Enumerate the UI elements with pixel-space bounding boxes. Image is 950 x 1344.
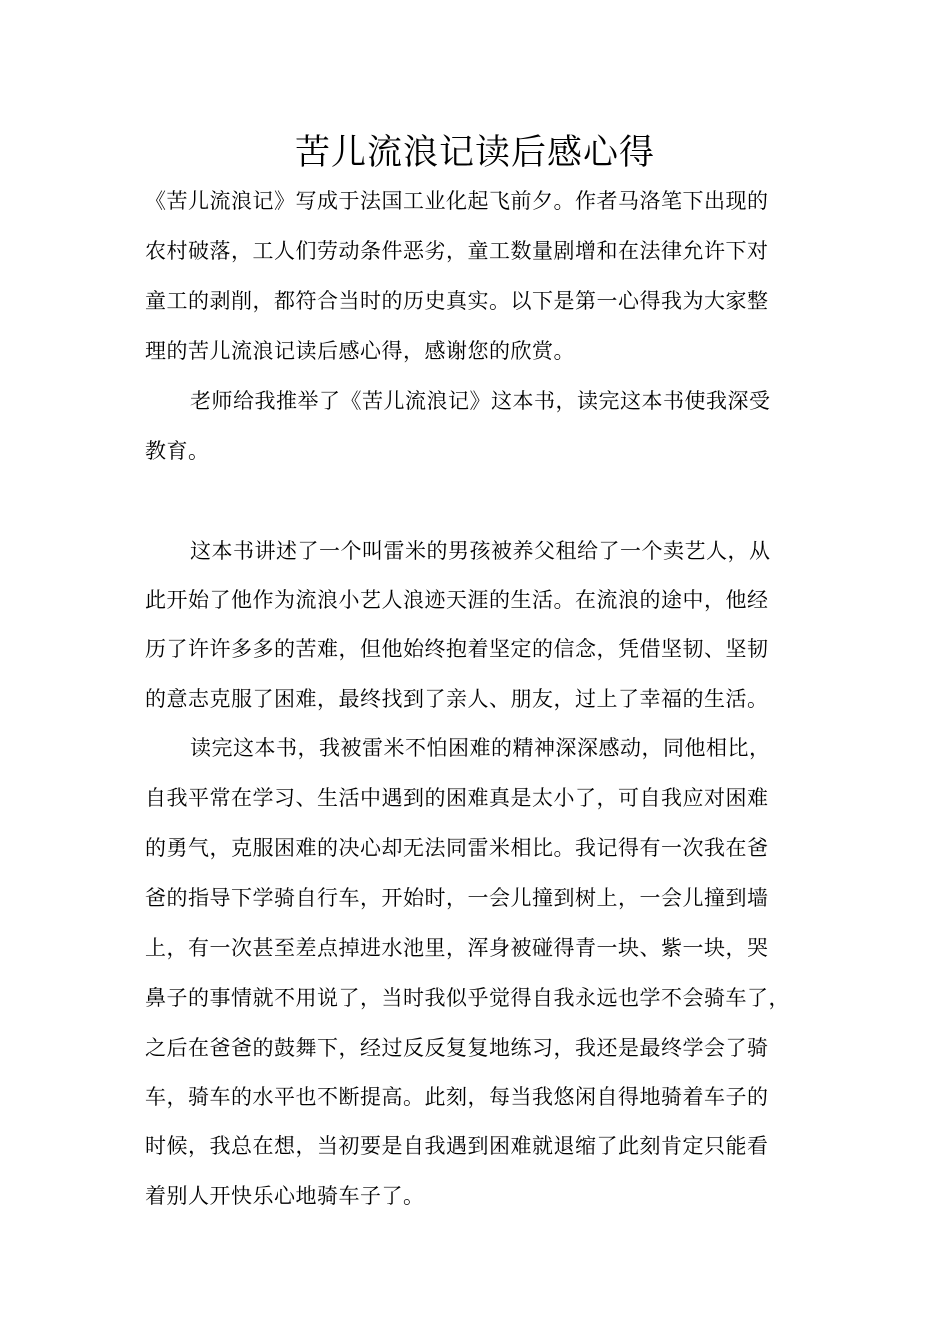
- paragraph-line: 上，有一次甚至差点掉进水池里，浑身被碰得青一块、紫一块，哭: [145, 936, 769, 960]
- paragraph-line: 鼻子的事情就不用说了，当时我似乎觉得自我永远也学不会骑车了，: [145, 986, 790, 1010]
- paragraph-line: 着别人开快乐心地骑车子了。: [145, 1184, 425, 1208]
- paragraph-line: 理的苦儿流浪记读后感心得，感谢您的欣赏。: [145, 339, 575, 363]
- paragraph-line: 爸的指导下学骑自行车，开始时，一会儿撞到树上，一会儿撞到墙: [145, 886, 769, 910]
- paragraph-line: 之后在爸爸的鼓舞下，经过反反复复地练习，我还是最终学会了骑: [145, 1036, 769, 1060]
- paragraph-line: 的勇气，克服困难的决心却无法同雷米相比。我记得有一次我在爸: [145, 836, 769, 860]
- paragraph-line: 教育。: [145, 439, 210, 463]
- paragraph-line: 童工的剥削，都符合当时的历史真实。以下是第一心得我为大家整: [145, 289, 769, 313]
- paragraph-line: 车，骑车的水平也不断提高。此刻，每当我悠闲自得地骑着车子的: [145, 1085, 769, 1109]
- paragraph-line: 历了许许多多的苦难，但他始终抱着坚定的信念，凭借坚韧、坚韧: [145, 637, 769, 661]
- paragraph-line: 农村破落，工人们劳动条件恶劣，童工数量剧增和在法律允许下对: [145, 239, 769, 263]
- paragraph-line: 自我平常在学习、生活中遇到的困难真是太小了，可自我应对困难: [145, 786, 769, 810]
- paragraph-line: 此开始了他作为流浪小艺人浪迹天涯的生活。在流浪的途中，他经: [145, 588, 769, 612]
- document-title: 苦儿流浪记读后感心得: [294, 133, 655, 173]
- paragraph-line: 读完这本书，我被雷米不怕困难的精神深深感动，同他相比，: [190, 736, 771, 760]
- paragraph-line: 这本书讲述了一个叫雷米的男孩被养父租给了一个卖艺人，从: [190, 539, 771, 563]
- paragraph-line: 时候，我总在想，当初要是自我遇到困难就退缩了此刻肯定只能看: [145, 1134, 769, 1158]
- paragraph-line: 老师给我推举了《苦儿流浪记》这本书，读完这本书使我深受: [190, 389, 771, 413]
- paragraph-line: 《苦儿流浪记》写成于法国工业化起飞前夕。作者马洛笔下出现的: [145, 189, 769, 213]
- paragraph-line: 的意志克服了困难，最终找到了亲人、朋友，过上了幸福的生活。: [145, 687, 769, 711]
